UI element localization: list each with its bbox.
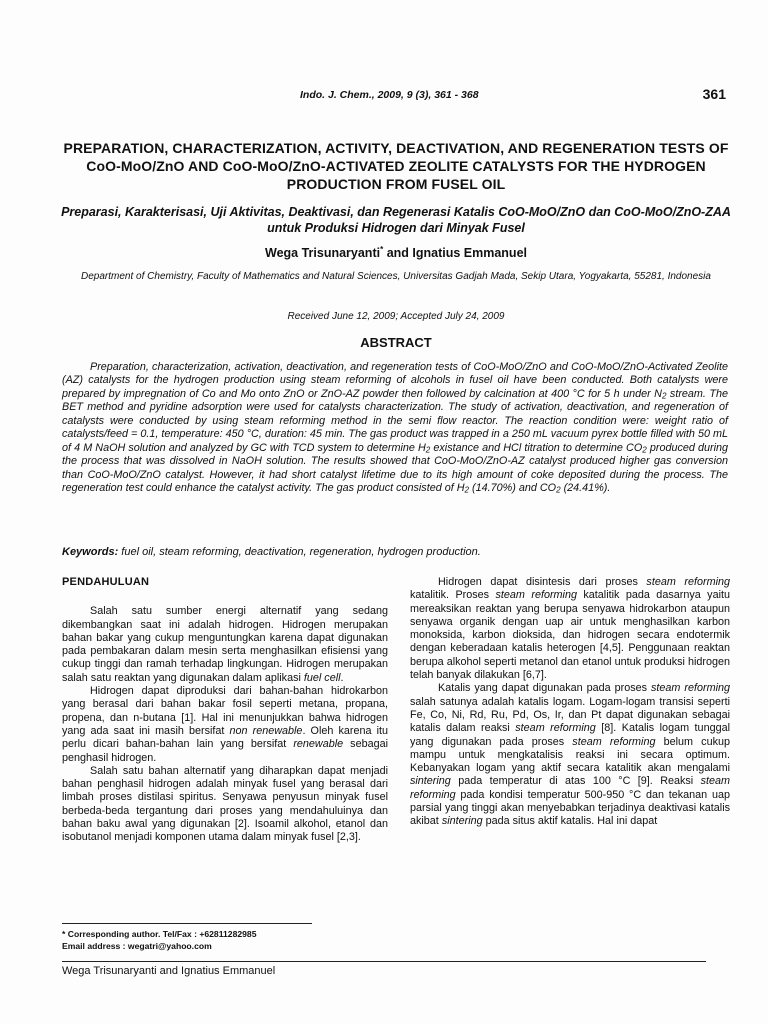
author-list <box>56 245 736 260</box>
paragraph: Hidrogen dapat disintesis dari proses steam reforming katalitik. Proses steam reforming katalitik pada dasarnya yaitu mereaksikan reaktan yang berupa senyawa hidrokarbon ataupun senyawa organik dengan uap air untuk menghasilkan karbon monoksida, karbon dioksida, dan hidrogen secara endotermik dengan keberadaan katalis heterogen [4,5]. Penggunaan reaktan berupa alkohol seperti metanol dan etanol untuk produksi hidrogen telah banyak dilakukan [6,7]. <box>410 576 730 682</box>
page-number: 361 <box>702 86 726 102</box>
paragraph: Salah satu sumber energi alternatif yang sedang dikembangkan saat ini adalah hidrogen. Hidrogen merupakan bahan bakar yang cukup menguntungkan karena dapat digunakan pada pembakaran dalam mesin serta menghasilkan efisiensi yang cukup tinggi dan ramah terhadap lingkungan. Hidrogen merupakan salah satu reaktan yang digunakan dalam aplikasi fuel cell. <box>62 605 388 684</box>
paragraph: Katalis yang dapat digunakan pada proses steam reforming salah satunya adalah katalis logam. Logam-logam transisi seperti Fe, Co, Ni, Rd, Ru, Pd, Os, Ir, dan Pt dapat digunakan sebagai katalis dalam reaksi steam reforming [8]. Katalis logam tunggal yang digunakan pada proses steam reforming belum cukup mampu untuk mengkatalisis reaksi ini secara optimum. Kebanyakan logam yang aktif secara katalitik akan mengalami sintering pada temperatur di atas 100 °C [9]. Reaksi steam reforming pada kondisi temperatur 500-950 °C dan tekanan uap parsial yang tinggi akan menyebabkan terjadinya deaktivasi katalis akibat sintering pada situs aktif katalis. Hal ini dapat <box>410 682 730 828</box>
abstract-text: Preparation, characterization, activation, deactivation, and regeneration tests of CoO-MoO/ZnO and CoO-MoO/ZnO-Activated Zeolite (AZ) catalysts for the hydrogen production using steam reforming of alcohols in fusel oil have been conducted. Both catalysts were prepared by impregnation of Co and Mo onto ZnO or ZnO-AZ powder then followed by calcination at 400 °C for 5 h under $N_2$ stream. The BET method and pyridine adsorption were used for catalysts characterization. The study of activation, deactivation, and regeneration of catalysts were conducted by using steam reforming method in the semi flow reactor. The reaction condition were: weight ratio of catalysts/feed = 0.1, temperature: 450 °C, duration: 45 min. The gas product was trapped in a 250 mL vacuum pyrex bottle filled with 50 mL of 4 M NaOH solution and analyzed by GC with TCD system to determine $H_2$ existance and HCl titration to determine $CO_2$ produced during the process that was dissolved in NaOH solution. The results showed that CoO-MoO/ZnO-AZ catalyst produced higher gas conversion than CoO-MoO/ZnO catalyst. However, it had short catalyst lifetime due to its high amount of coke deposited during the process. The regeneration test could enhance the catalyst activity. The gas product consisted of $H_2$ (14.70%) and $CO_2$ (24.41%). <box>62 361 728 495</box>
paragraph: Salah satu bahan alternatif yang diharapkan dapat menjadi bahan penghasil hidrogen adalah minyak fusel yang berasal dari limbah proses distilasi spiritus. Senyawa penyusun minyak fusel berbeda-beda tergantung dari proses yang mendahuluinya dan bahan baku awal yang digunakan [2]. Isoamil alkohol, etanol dan isobutanol menjadi komponen utama dalam minyak fusel [2,3]. <box>62 764 388 844</box>
footnote <box>62 928 256 952</box>
email-address: Email address : wegatri@yahoo.com <box>62 941 212 951</box>
abstract-heading: ABSTRACT <box>360 335 432 350</box>
right-column <box>410 576 730 829</box>
footer-authors: Wega Trisunaryanti and Ignatius Emmanuel <box>62 965 276 977</box>
journal-reference: Indo. J. Chem., 2009, 9 (3), 361 - 368 <box>300 89 479 101</box>
paragraph: Hidrogen dapat diproduksi dari bahan-bahan hidrokarbon yang berasal dari bahan bakar fosil seperti metana, propana, propena, dan n-butana [1]. Hal ini menunjukkan bahwa hidrogen yang ada saat ini masih bersifat non renewable. Oleh karena itu perlu dicari bahan-bahan lain yang bersifat renewable sebagai penghasil hidrogen. <box>62 685 388 764</box>
keywords-label: Keywords: <box>62 546 119 558</box>
left-column <box>62 576 388 845</box>
footer-divider <box>62 961 706 962</box>
corresponding-mark: * <box>380 245 384 254</box>
footnote-divider <box>62 923 312 924</box>
received-dates: Received June 12, 2009; Accepted July 24, 2009 <box>287 311 505 322</box>
corresponding-author: * Corresponding author. Tel/Fax : +62811282985 <box>62 929 257 939</box>
affiliation: Department of Chemistry, Faculty of Mathematics and Natural Sciences, Universitas Gadjah Mada, Sekip Utara, Yogyakarta, 55281, Indonesia <box>81 271 711 282</box>
author-name: and Ignatius Emmanuel <box>383 246 527 261</box>
paper-title: PREPARATION, CHARACTERIZATION, ACTIVITY, DEACTIVATION, AND REGENERATION TESTS OF CoO-MoO/ZnO AND CoO-MoO/ZnO-ACTIVATED ZEOLITE CATALYSTS FOR THE HYDROGEN PRODUCTION FROM FUSEL OIL <box>63 140 729 192</box>
keywords-text: fuel oil, steam reforming, deactivation, regeneration, hydrogen production. <box>118 546 481 558</box>
section-heading: PENDAHULUAN <box>62 576 150 588</box>
author-name: Wega Trisunaryanti <box>265 246 381 261</box>
paper-subtitle: Preparasi, Karakterisasi, Uji Aktivitas, Deaktivasi, dan Regenerasi Katalis CoO-MoO/ZnO dan CoO-MoO/ZnO-ZAA untuk Produksi Hidrogen dari Minyak Fusel <box>61 205 731 235</box>
keywords <box>62 546 728 558</box>
